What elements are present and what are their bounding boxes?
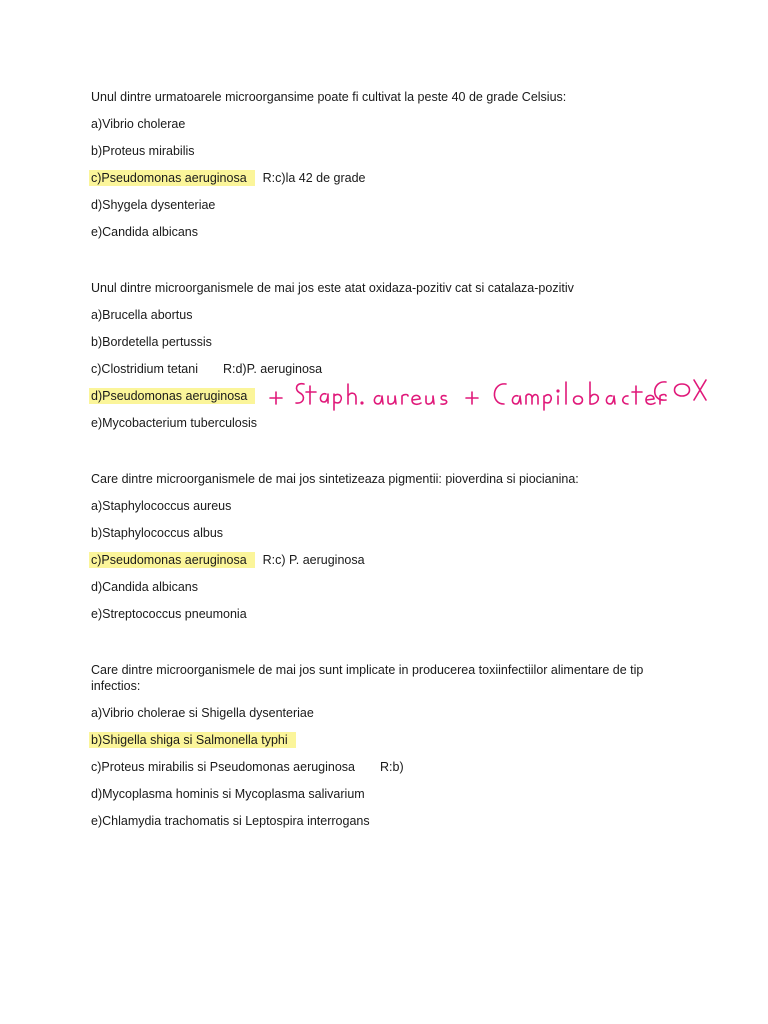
option-label: e)Candida albicans xyxy=(91,225,199,239)
option-label: d)Mycoplasma hominis si Mycoplasma salivarium xyxy=(91,787,365,801)
handwriting-strokes xyxy=(266,370,706,410)
answer-note: R:c)la 42 de grade xyxy=(262,171,366,185)
option-e xyxy=(91,606,691,622)
option-a xyxy=(91,307,691,323)
option-label: a)Staphylococcus aureus xyxy=(91,499,232,513)
question-text: Unul dintre urmatoarele microorgansime poate fi cultivat la peste 40 de grade Celsius: xyxy=(91,90,567,104)
question-1 xyxy=(91,89,691,251)
option-e xyxy=(91,415,691,431)
option-label: d)Shygela dysenteriae xyxy=(91,198,216,212)
question-text: Care dintre microorganismele de mai jos sunt implicate in producerea toxiinfectiilor alimentare de tip infectios: xyxy=(91,663,644,693)
option-label: c)Clostridium tetani xyxy=(91,362,198,376)
option-a xyxy=(91,705,691,721)
answer-note: R:b) xyxy=(380,760,404,774)
option-label: e)Chlamydia trachomatis si Leptospira interrogans xyxy=(91,814,370,828)
option-label: a)Vibrio cholerae xyxy=(91,117,186,131)
option-label: e)Streptococcus pneumonia xyxy=(91,607,247,621)
option-d xyxy=(91,197,691,213)
question-2 xyxy=(91,280,691,442)
answer-note: R:d)P. aeruginosa xyxy=(222,362,323,376)
highlighted-option-label: b)Shigella shiga si Salmonella typhi xyxy=(89,732,296,748)
option-a xyxy=(91,498,691,514)
option-c xyxy=(91,759,691,775)
option-c xyxy=(91,552,691,568)
answer-note: R:c) P. aeruginosa xyxy=(262,553,365,567)
question-text: Unul dintre microorganismele de mai jos este atat oxidaza-pozitiv cat si catalaza-pozitiv xyxy=(91,281,574,295)
option-e xyxy=(91,813,691,829)
option-label: e)Mycobacterium tuberculosis xyxy=(91,416,258,430)
highlighted-option-label: d)Pseudomonas aeruginosa xyxy=(89,388,255,404)
option-d xyxy=(91,579,691,595)
option-label: b)Staphylococcus albus xyxy=(91,526,224,540)
question-3 xyxy=(91,471,691,633)
option-d xyxy=(91,786,691,802)
option-label: b)Bordetella pertussis xyxy=(91,335,212,349)
option-label: c)Proteus mirabilis si Pseudomonas aeruginosa xyxy=(91,760,356,774)
option-e xyxy=(91,224,691,240)
option-label: a)Brucella abortus xyxy=(91,308,193,322)
option-b xyxy=(91,334,691,350)
question-text: Care dintre microorganismele de mai jos sintetizeaza pigmentii: pioverdina si piocianina: xyxy=(91,472,579,486)
option-label: a)Vibrio cholerae si Shigella dysenteriae xyxy=(91,706,314,720)
option-a xyxy=(91,116,691,132)
option-b xyxy=(91,732,691,748)
handwritten-note xyxy=(266,370,706,410)
option-label: b)Proteus mirabilis xyxy=(91,144,195,158)
option-b xyxy=(91,143,691,159)
question-4 xyxy=(91,662,691,840)
option-c xyxy=(91,170,691,186)
highlighted-option-label: c)Pseudomonas aeruginosa xyxy=(89,170,255,186)
option-label: d)Candida albicans xyxy=(91,580,199,594)
highlighted-option-label: c)Pseudomonas aeruginosa xyxy=(89,552,255,568)
option-b xyxy=(91,525,691,541)
